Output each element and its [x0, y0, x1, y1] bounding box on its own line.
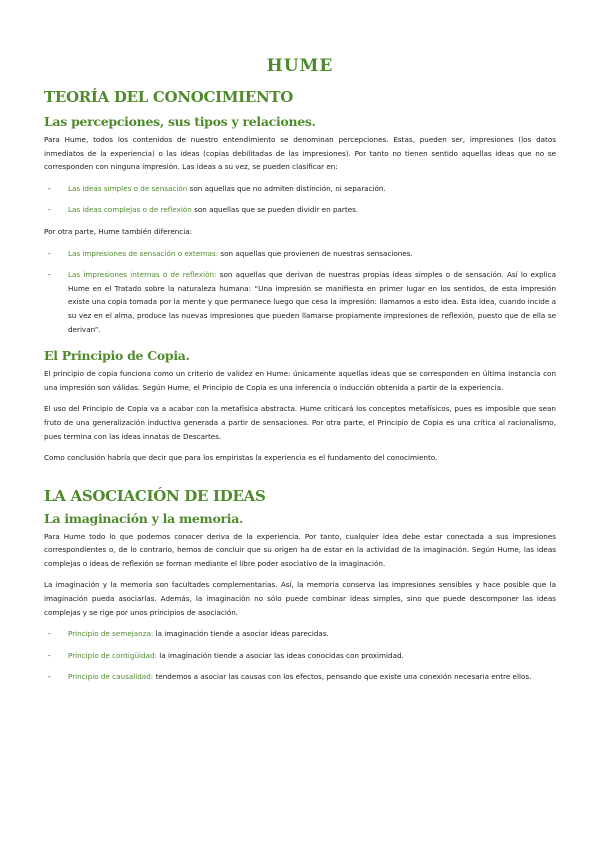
list-item	[44, 247, 556, 261]
list-item	[44, 649, 556, 663]
term-principio-semejanza: Principio de semejanza:	[68, 629, 154, 639]
paragraph-copia-1: El principio de copia funciona como un criterio de validez en Hume: únicamente aquellas ideas que se corresponden en última instancia con una impresión son válidas. Según Hume, el Principio de Copia es una inferencia o inducción obtenida a partir de la experiencia.	[44, 369, 556, 392]
bullet-dash: -	[48, 629, 51, 639]
list-item	[44, 268, 556, 336]
bullet-dash: -	[48, 205, 51, 215]
section-heading-teoria: TEORÍA DEL CONOCIMIENTO	[44, 88, 294, 106]
list-item-text: la imaginación tiende a asociar las ideas conocidas con proximidad.	[156, 650, 404, 660]
list-item-text: son aquellas que no admiten distinción, ni separación.	[187, 183, 386, 193]
paragraph-imaginacion-1: Para Hume todo lo que podemos conocer deriva de la experiencia. Por tanto, cualquier idea debe estar conectada a sus impresiones correspondientes o, de lo contrario, hemos de concluir que su origen ha de estar en la actividad de la imaginación. Según Hume, las ideas complejas o ideas de reflexión se forman mediante el libre poder asociativo de la imaginación.	[44, 531, 556, 568]
list-item-text: tendemos a asociar las causas con los efectos, pensando que existe una conexión necesaria entre ellos.	[153, 672, 532, 682]
list-item-text: la imaginación tiende a asociar ideas parecidas.	[153, 629, 329, 639]
subheading-imaginacion: La imaginación y la memoria.	[44, 510, 244, 526]
term-ideas-complejas: Las ideas complejas o de reflexión	[68, 205, 192, 215]
term-ideas-simples: Las ideas simples o de sensación	[68, 183, 188, 193]
bullet-dash: -	[48, 183, 51, 193]
bullet-dash: -	[48, 650, 51, 660]
list-item-text: son aquellas que se pueden dividir en partes.	[191, 205, 359, 215]
bullet-dash: -	[48, 248, 51, 258]
bullet-dash: -	[48, 270, 51, 280]
list-item-text: son aquellas que provienen de nuestras sensaciones.	[218, 248, 413, 258]
list-item-text: son aquellas que derivan de nuestras propias ideas simples o de sensación. Así lo explica Hume en el Tratado sobre la naturaleza humana: “Una impresión se manifiesta en primer lugar en los sentidos, de esta impresión existe una copia tomada por la mente y que permanece luego que cesa la impresión: llamamos a esto idea. Esta idea, cuando incide a su vez en el alma, produce las nuevas impresiones que pueden llamarse propiamente impresiones de reflexión, puesto que de ella se derivan”.	[68, 270, 557, 334]
term-impresiones-sensacion: Las impresiones de sensación o externas:	[68, 248, 219, 258]
bullet-dash: -	[48, 672, 51, 682]
paragraph-transition: Por otra parte, Hume también diferencia:	[44, 226, 193, 236]
list-item	[44, 670, 556, 684]
subheading-percepciones: Las percepciones, sus tipos y relaciones.	[44, 114, 316, 129]
list-item	[44, 182, 556, 196]
paragraph-conclusion: Como conclusión habría que decir que para los empiristas la experiencia es el fundamento del conocimiento.	[44, 453, 438, 463]
term-principio-contiguidad: Principio de contigüidad:	[68, 650, 157, 660]
list-item	[44, 627, 556, 641]
term-principio-causalidad: Principio de causalidad:	[68, 672, 154, 682]
subheading-principio-copia: El Principio de Copia.	[44, 348, 190, 364]
section-heading-asociacion: LA ASOCIACIÓN DE IDEAS	[44, 486, 266, 505]
paragraph-copia-2: El uso del Principio de Copia va a acabar con la metafísica abstracta. Hume criticará los conceptos metafísicos, pues es imposible que sean fruto de una generalización inductiva generada a partir de sensaciones. Por otra parte, el Principio de Copia es una crítica al racionalismo, pues termina con las ideas innatas de Descartes.	[44, 404, 556, 441]
document-title: HUME	[266, 56, 334, 76]
term-impresiones-reflexion: Las impresiones internas o de reflexión:	[68, 270, 217, 280]
paragraph-imaginacion-2: La imaginación y la memoria son facultades complementarias. Así, la memoria conserva las impresiones sensibles y hace posible que la imaginación pueda asociarlas. Además, la imaginación no sólo puede combinar ideas simples, sino que puede descomponer las ideas complejas y se rige por unos principios de asociación.	[44, 580, 556, 617]
list-item	[44, 203, 556, 217]
paragraph-percepciones-intro: Para Hume, todos los contenidos de nuestro entendimiento se denominan percepciones. Estas, pueden ser, impresiones (los datos inmediatos de la experiencia) o las ideas (copias debilitadas de las impresiones). Por tanto no tienen sentido aquellas ideas que no se corresponden con ninguna impresión. Las ideas a su vez, se pueden clasificar en:	[44, 135, 556, 172]
